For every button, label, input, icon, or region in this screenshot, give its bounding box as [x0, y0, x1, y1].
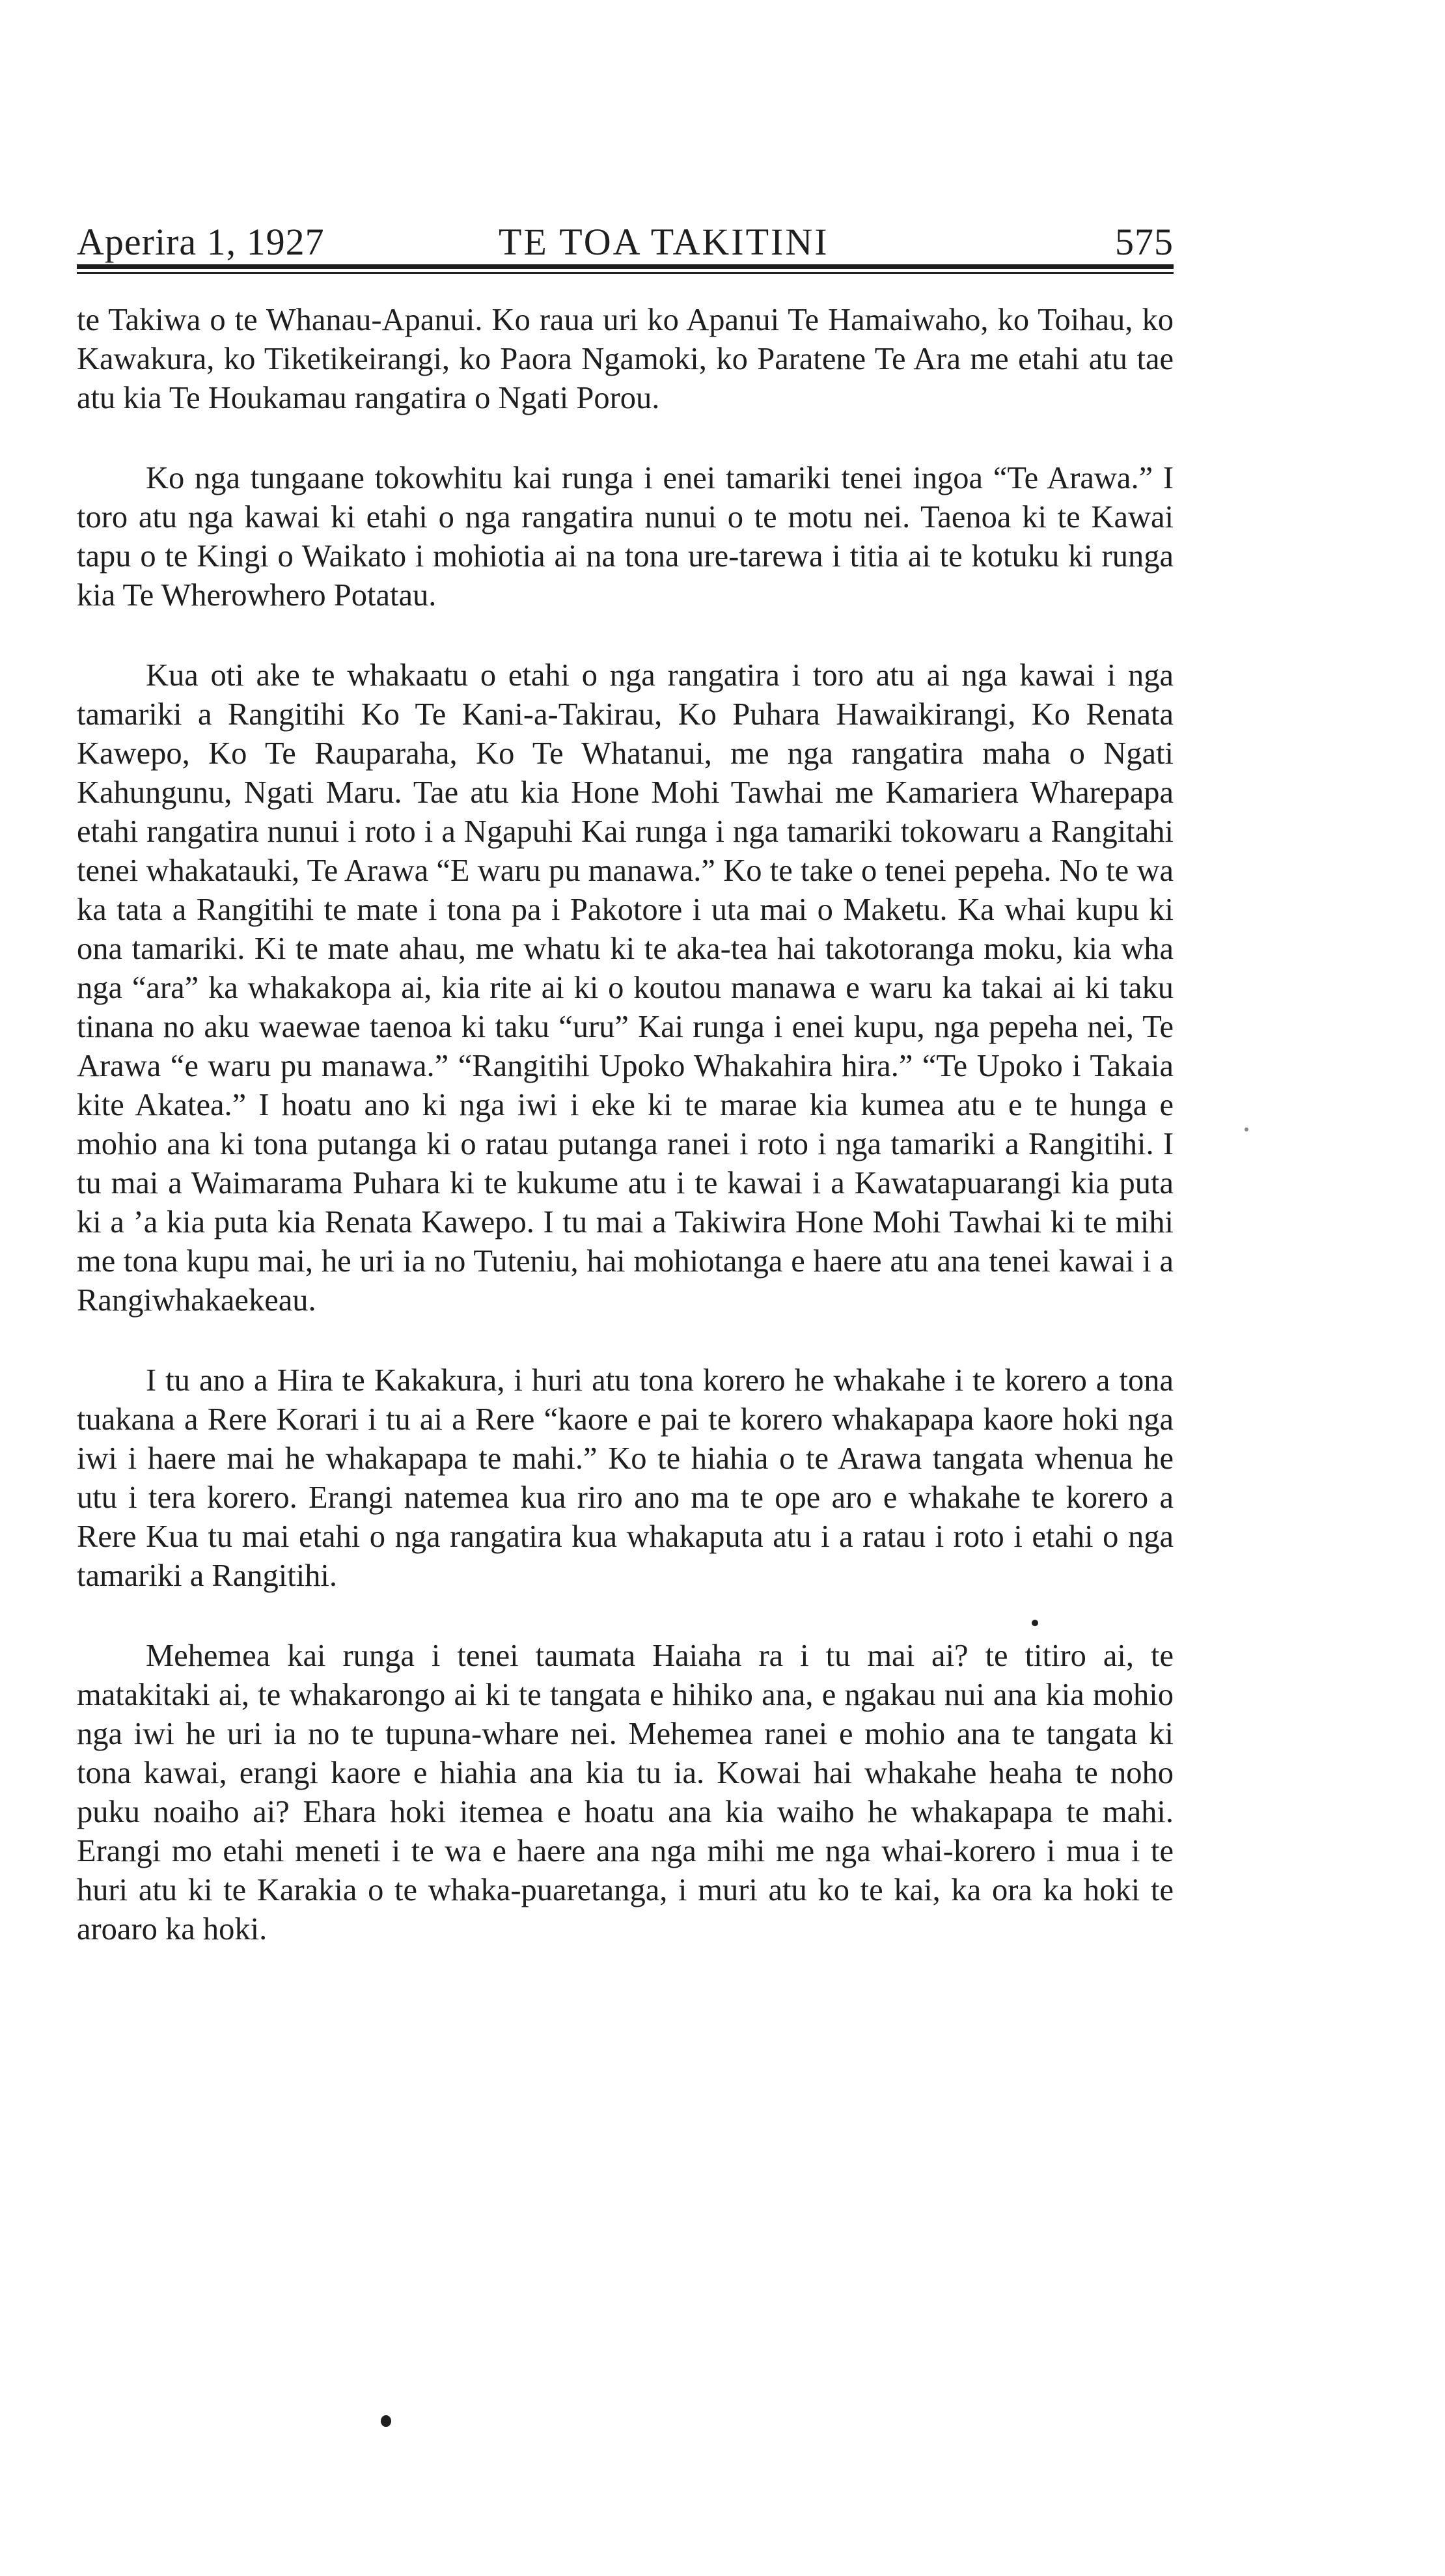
article-body [77, 301, 1174, 1990]
print-speck [1032, 1620, 1038, 1626]
print-speck [1245, 1128, 1248, 1131]
paragraph: Kua oti ake te whakaatu o etahi o nga rangatira i toro atu ai nga kawai i nga tamariki a Rangitihi Ko Te Kani-a-Takirau, Ko Puhara Hawaikirangi, Ko Renata Kawepo, Ko Te Rauparaha, Ko Te Whatanui, me nga rangatira maha o Ngati Kahungunu, Ngati Maru. Tae atu kia Hone Mohi Tawhai me Kamariera Wharepapa etahi rangatira nunui i roto i a Ngapuhi Kai runga i nga tamariki tokowaru a Rangitahi tenei whakatauki, Te Arawa “E waru pu manawa.” Ko te take o tenei pepeha. No te wa ka tata a Rangitihi te mate i tona pa i Pakotore i uta mai o Maketu. Ka whai kupu ki ona tamariki. Ki te mate ahau, me whatu ki te aka-tea hai takotoranga moku, kia wha nga “ara” ka whakakopa ai, kia rite ai ki o koutou manawa e waru ka takai ai ki taku tinana no aku waewae taenoa ki taku “uru” Kai runga i enei kupu, nga pepeha nei, Te Arawa “e waru pu manawa.” “Rangitihi Upoko Whakahira hira.” “Te Upoko i Takaia kite Akatea.” I hoatu ano ki nga iwi i eke ki te marae kia kumea atu e te hunga e mohio ana ki tona putanga ki o ratau putanga ranei i roto i nga tamariki a Rangitihi. I tu mai a Waimarama Puhara ki te kukume atu i te kawai i a Kawatapuarangi kia puta ki a ’a kia puta kia Renata Kawepo. I tu mai a Takiwira Hone Mohi Tawhai ki te mihi me tona kupu mai, he uri ia no Tuteniu, hai mohiotanga e haere atu ana tenei kawai i a Rangiwhakaekeau. [77, 658, 1174, 1318]
print-speck [381, 2415, 391, 2427]
header-rule-thin [77, 272, 1174, 274]
running-header [77, 220, 1174, 266]
header-rule-thick [77, 264, 1174, 269]
paragraph: Mehemea kai runga i tenei taumata Haiaha ra i tu mai ai? te titiro ai, te matakitaki ai, te whakarongo ai ki te tangata e hihiko ana, e ngakau nui ana kia mohio nga iwi he uri ia no te tupuna-whare nei. Mehemea ranei e mohio ana te tangata ki tona kawai, erangi kaore e hiahia ana kia tu ia. Kowai hai whakahe heaha te noho puku noaiho ai? Ehara hoki itemea e hoatu ana kia waiho he whakapapa te mahi. Erangi mo etahi meneti i te wa e haere ana nga mihi me nga whai-korero i mua i te huri atu ki te Karakia o te whaka-puaretanga, i muri atu ko te kai, ka ora ka hoki te aroaro ka hoki. [77, 1639, 1174, 1946]
paragraph: te Takiwa o te Whanau-Apanui. Ko raua uri ko Apanui Te Hamaiwaho, ko Toihau, ko Kawakura, ko Tiketikeirangi, ko Paora Ngamoki, ko Paratene Te Ara me etahi atu tae atu kia Te Houkamau rangatira o Ngati Porou. [77, 303, 1174, 415]
paragraph: I tu ano a Hira te Kakakura, i huri atu tona korero he whakahe i te korero a tona tuakana a Rere Korari i tu ai a Rere “kaore e pai te korero whakapapa kaore hoki nga iwi i haere mai he whakapapa te mahi.” Ko te hiahia o te Arawa tangata whenua he utu i tera korero. Erangi natemea kua riro ano ma te ope aro e whakahe te korero a Rere Kua tu mai etahi o nga rangatira kua whakaputa atu i a ratau i roto i etahi o nga tamariki a Rangitihi. [77, 1363, 1174, 1593]
header-date: Aperira 1, 1927 [77, 221, 325, 263]
page-number: 575 [1115, 221, 1174, 263]
journal-title: TE TOA TAKITINI [499, 221, 829, 263]
paragraph: Ko nga tungaane tokowhitu kai runga i enei tamariki tenei ingoa “Te Arawa.” I toro atu nga kawai ki etahi o nga rangatira nunui o te motu nei. Taenoa ki te Kawai tapu o te Kingi o Waikato i mohiotia ai na tona ure-tarewa i titia ai te kotuku ki runga kia Te Wherowhero Potatau. [77, 461, 1174, 613]
